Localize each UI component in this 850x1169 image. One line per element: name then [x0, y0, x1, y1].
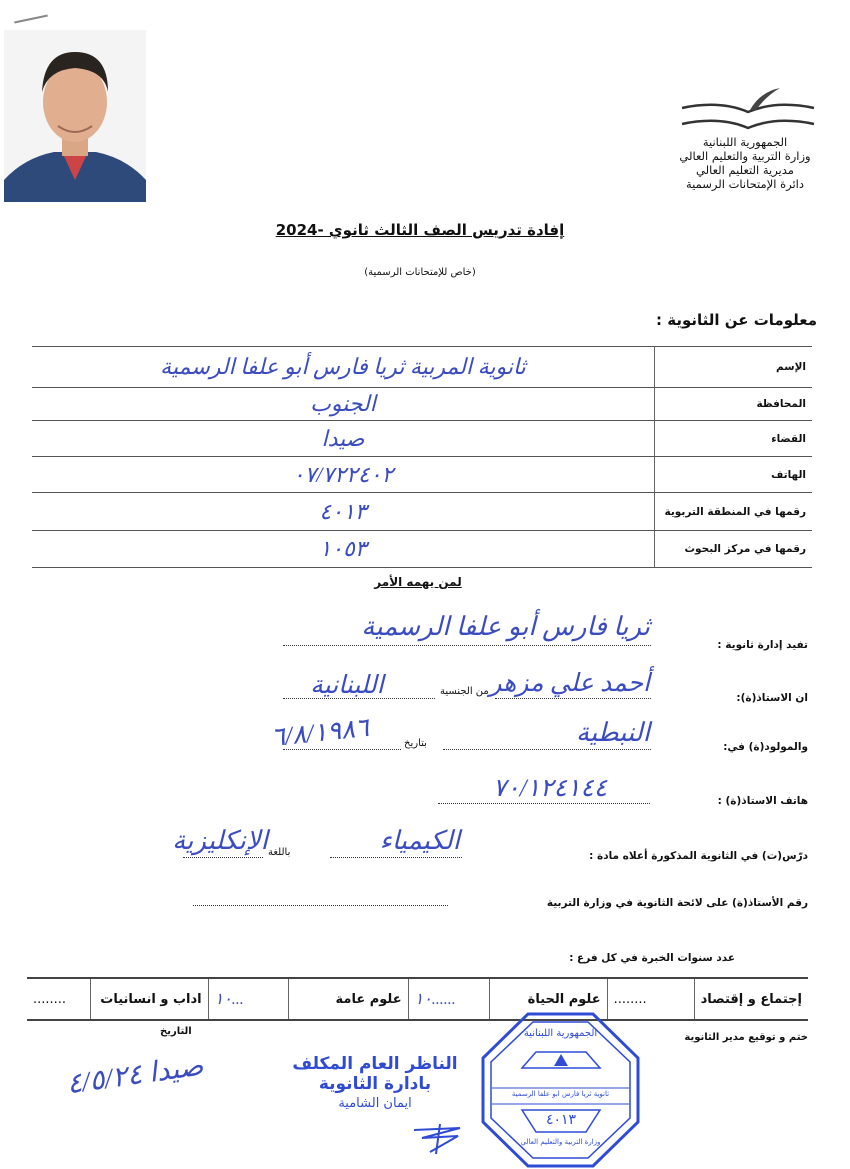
experience-value[interactable]: ...١٠	[208, 978, 288, 1020]
signature	[410, 1120, 470, 1160]
row-label: رقمها في المنطقة التربوية	[655, 493, 813, 531]
date-value[interactable]: صيدا ٤/٥/٢٤	[64, 1050, 206, 1101]
language-label: باللغة	[268, 847, 291, 858]
nationality-value[interactable]: اللبنانية	[310, 672, 384, 699]
row-label: رقمها في مركز البحوث	[655, 531, 813, 568]
school-section-heading: معلومات عن الثانوية :	[656, 311, 817, 329]
phone-value[interactable]: ٠٧/٧٢٢٤٠٢	[32, 457, 655, 493]
birthdate-label: بتاريخ	[404, 738, 427, 749]
experience-value[interactable]: ........	[27, 978, 90, 1020]
school-info-table	[32, 346, 812, 568]
header-line: الجمهورية اللبنانية	[702, 135, 788, 149]
official-seal	[478, 1010, 643, 1169]
experience-label: علوم الحياة	[489, 978, 607, 1020]
teacher-label: ان الاستاذ(ة):	[736, 692, 808, 704]
governorate-value[interactable]: الجنوب	[32, 388, 655, 421]
experience-label: علوم عامة	[288, 978, 408, 1020]
principal-stamp	[290, 1054, 460, 1114]
birthplace-label: والمولود(ة) في:	[723, 741, 808, 753]
document-title: إفادة تدريس الصف الثالث ثانوي -2024	[275, 221, 565, 239]
table-row	[32, 421, 812, 457]
language-value[interactable]: الإنكليزية	[172, 826, 268, 855]
school-admin-label: تفيد إدارة ثانوية :	[717, 639, 808, 651]
district-value[interactable]: صيدا	[32, 421, 655, 457]
row-label: الإسم	[655, 347, 813, 388]
birthplace-value[interactable]: النبطية	[576, 718, 650, 747]
stamp-line: الناظر العام المكلف	[292, 1054, 458, 1074]
school-name-value[interactable]: ثانوية المربية ثريا فارس أبو علفا الرسمية	[32, 347, 655, 388]
to-whom-heading: لمن يهمه الأمر	[374, 575, 462, 589]
table-row	[32, 493, 812, 531]
research-center-number-value[interactable]: ١٠٥٣	[32, 531, 655, 568]
ministry-number-label: رقم الأستاذ(ة) على لائحة الثانوية في وزارة التربية	[546, 897, 808, 909]
seal-bottom-text: وزارة التربية والتعليم العالي	[520, 1138, 601, 1146]
teacher-line	[495, 698, 651, 699]
subject-line	[330, 857, 462, 858]
experience-value[interactable]: ........	[607, 978, 694, 1020]
scan-mark	[14, 14, 48, 23]
row-label: القضاء	[655, 421, 813, 457]
stamp-line: ايمان الشامية	[338, 1096, 412, 1111]
school-admin-value[interactable]: ثريا فارس أبو علفا الرسمية	[361, 612, 650, 641]
ministry-logo	[680, 86, 816, 136]
table-row	[32, 347, 812, 388]
language-line	[183, 857, 263, 858]
header-line: دائرة الإمتحانات الرسمية	[685, 177, 804, 191]
table-row	[27, 978, 808, 1020]
ministry-header	[660, 135, 830, 191]
experience-table	[27, 977, 808, 1021]
birthdate-value[interactable]: ٦/٨/١٩٨٦	[269, 712, 371, 753]
experience-value[interactable]: ......١٠	[408, 978, 489, 1020]
ministry-number-line	[193, 905, 448, 906]
row-label: المحافظة	[655, 388, 813, 421]
school-admin-line	[283, 645, 651, 646]
date-label: التاريخ	[160, 1026, 192, 1037]
experience-label: اداب و انسانيات	[90, 978, 208, 1020]
experience-heading: عدد سنوات الخبرة في كل فرع :	[569, 952, 735, 964]
document-subtitle: (خاص للإمتحانات الرسمية)	[364, 267, 476, 278]
header-line: مديرية التعليم العالي	[696, 163, 794, 177]
stamp-signature-label: ختم و توقيع مدير الثانوية	[684, 1032, 808, 1043]
table-row	[32, 531, 812, 568]
stamp-line: بادارة الثانوية	[318, 1074, 432, 1094]
applicant-photo	[4, 30, 146, 202]
teacher-phone-label: هاتف الاستاذ(ة) :	[717, 795, 808, 807]
teacher-phone-line	[438, 803, 650, 804]
table-row	[32, 388, 812, 421]
header-line: وزارة التربية والتعليم العالي	[679, 149, 811, 163]
birthplace-line	[443, 749, 651, 750]
nationality-label: من الجنسية	[440, 686, 489, 697]
taught-label: درّس(ت) في الثانوية المذكورة أعلاه مادة :	[589, 850, 808, 862]
experience-label: إجتماع و إقتصاد	[694, 978, 808, 1020]
subject-value[interactable]: الكيمياء	[379, 826, 460, 855]
table-row	[32, 457, 812, 493]
seal-school-text: ثانوية ثريا فارس ابو علفا الرسمية	[511, 1090, 610, 1098]
teacher-name-value[interactable]: أحمد علي مزهر	[489, 670, 650, 697]
row-label: الهاتف	[655, 457, 813, 493]
teacher-phone-value[interactable]: ٧٠/١٢٤١٤٤	[492, 775, 608, 802]
seal-number: ٤٠١٣	[545, 1112, 577, 1128]
seal-top-text: الجمهورية اللبنانية	[523, 1028, 598, 1039]
region-number-value[interactable]: ٤٠١٣	[32, 493, 655, 531]
